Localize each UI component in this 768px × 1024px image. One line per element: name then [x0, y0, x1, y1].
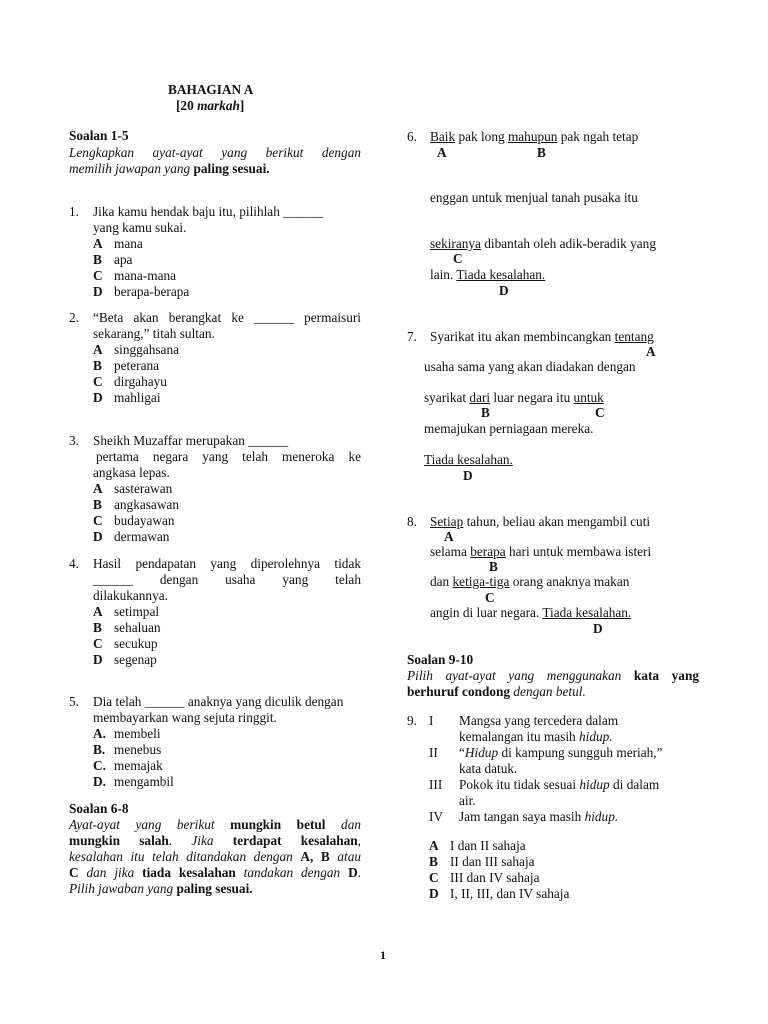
answer-option[interactable]: [93, 358, 361, 374]
question-number: 8.: [407, 514, 417, 529]
question-number: 5.: [69, 694, 79, 709]
error-marker-b: B: [481, 405, 490, 420]
answer-option[interactable]: [93, 236, 361, 252]
question-text: sekarang,” titah sultan.: [93, 326, 215, 341]
option-label: B: [93, 358, 102, 373]
answer-option[interactable]: [93, 342, 361, 358]
section-heading: Soalan 6-8: [69, 801, 129, 816]
answer-option[interactable]: [93, 481, 361, 497]
question-number: 1.: [69, 204, 79, 219]
statement-row: IV Jam tangan saya masih hidup.: [429, 809, 619, 824]
question-4: [69, 556, 361, 668]
section-soalan-9-10: [407, 652, 699, 700]
instruction-line: Ayat-ayat yang berikut mungkin betul dan: [69, 817, 361, 832]
answer-option[interactable]: [93, 284, 361, 300]
question-text: sekiranya dibantah oleh adik-beradik yang: [430, 236, 656, 251]
error-marker-a: A: [646, 344, 656, 359]
option-text: menebus: [114, 742, 162, 757]
section-title: BAHAGIAN A: [168, 82, 254, 97]
question-number: 6.: [407, 129, 417, 144]
option-label: C: [429, 870, 439, 885]
option-label: A: [429, 838, 439, 853]
option-label: B.: [93, 742, 106, 757]
question-text: lain. Tiada kesalahan.: [430, 267, 546, 282]
option-text: I, II, III, dan IV sahaja: [450, 886, 570, 901]
option-text: mahligai: [114, 390, 161, 405]
option-label: B: [93, 252, 102, 267]
option-text: memajak: [114, 758, 163, 773]
question-text: usaha sama yang akan diadakan dengan: [424, 359, 636, 374]
answer-option[interactable]: [93, 390, 361, 406]
roman-numeral: IV: [429, 809, 444, 824]
option-label: A: [93, 604, 103, 619]
question-1: [69, 204, 361, 300]
option-text: budayawan: [114, 513, 175, 528]
error-marker-d: D: [593, 621, 603, 636]
option-text: mana-mana: [114, 268, 177, 283]
option-list: [93, 342, 361, 406]
option-text: berapa-berapa: [114, 284, 190, 299]
instruction-line: berhuruf condong dengan betul.: [407, 684, 586, 699]
answer-option[interactable]: [93, 774, 361, 790]
statement-row: I Mangsa yang tercedera dalam kemalangan itu masih hidup.: [429, 713, 619, 744]
section-heading: Soalan 1-5: [69, 128, 129, 143]
question-text: dilakukannya.: [93, 588, 168, 603]
option-text: dirgahayu: [114, 374, 167, 389]
option-text: mana: [114, 236, 143, 251]
answer-option[interactable]: [429, 838, 699, 854]
instruction-line: kesalahan itu telah ditandakan dengan A, B atau: [69, 849, 361, 864]
option-label: B: [429, 854, 438, 869]
error-marker-a: A: [444, 529, 454, 544]
answer-option[interactable]: [93, 726, 361, 742]
option-label: B: [93, 620, 102, 635]
option-text: II dan III sahaja: [450, 854, 535, 869]
option-text: I dan II sahaja: [450, 838, 526, 853]
question-text: Hasil pendapatan yang diperolehnya tidak: [93, 556, 361, 571]
answer-option[interactable]: [93, 758, 361, 774]
answer-option[interactable]: [93, 497, 361, 513]
answer-option[interactable]: [429, 886, 699, 902]
option-label: D: [93, 390, 103, 405]
option-label: A: [93, 236, 103, 251]
answer-option[interactable]: [93, 529, 361, 545]
option-text: peterana: [114, 358, 160, 373]
error-marker-a: A: [437, 145, 447, 160]
option-list: [93, 481, 361, 545]
question-text: Jika kamu hendak baju itu, pilihlah ______: [93, 204, 324, 219]
question-text: angkasa lepas.: [93, 465, 170, 480]
question-text: Setiap tahun, beliau akan mengambil cuti: [430, 514, 651, 529]
option-label: C: [93, 268, 103, 283]
option-label: C: [93, 513, 103, 528]
question-number: 4.: [69, 556, 79, 571]
error-marker-d: D: [463, 468, 473, 483]
instruction-line: Lengkapkan ayat-ayat yang berikut dengan: [69, 145, 361, 160]
question-5: [69, 694, 361, 790]
answer-option[interactable]: [93, 636, 361, 652]
error-marker-c: C: [595, 405, 605, 420]
option-text: III dan IV sahaja: [450, 870, 540, 885]
instruction-line: mungkin salah. Jika terdapat kesalahan,: [69, 833, 361, 848]
option-label: D: [93, 284, 103, 299]
answer-option[interactable]: [429, 870, 699, 886]
error-marker-b: B: [537, 145, 546, 160]
answer-option[interactable]: [93, 742, 361, 758]
instruction-line: C dan jika tiada kesalahan tandakan dengan D.: [69, 865, 361, 880]
answer-option[interactable]: [93, 374, 361, 390]
question-text: ______ dengan usaha yang telah: [93, 572, 361, 587]
error-marker-c: C: [453, 251, 463, 266]
statement-row: III Pokok itu tidak sesuai hidup di dalam air.: [429, 777, 660, 808]
question-text: pertama negara yang telah meneroka ke: [96, 449, 361, 464]
option-list: [93, 604, 361, 668]
question-text: enggan untuk menjual tanah pusaka itu: [430, 190, 638, 205]
question-number: 7.: [407, 329, 417, 344]
question-text: Baik pak long mahupun pak ngah tetap: [430, 129, 639, 144]
roman-numeral: II: [429, 745, 438, 760]
error-marker-b: B: [489, 559, 498, 574]
option-list: [429, 838, 699, 902]
answer-option[interactable]: [429, 854, 699, 870]
question-text: memajukan perniagaan mereka.: [424, 421, 594, 436]
option-label: C: [93, 636, 103, 651]
option-text: setimpal: [114, 604, 160, 619]
question-text: membayarkan wang sejuta ringgit.: [93, 710, 277, 725]
option-list: [93, 236, 361, 300]
question-text: dan ketiga-tiga orang anaknya makan: [430, 574, 630, 589]
question-text: Syarikat itu akan membincangkan tentang: [430, 329, 654, 344]
option-label: D: [93, 652, 103, 667]
question-text: selama berapa hari untuk membawa isteri: [430, 544, 652, 559]
option-label: C: [93, 374, 103, 389]
answer-option[interactable]: [93, 652, 361, 668]
page-number: 1: [380, 948, 386, 962]
option-label: D.: [93, 774, 106, 789]
answer-option[interactable]: [93, 268, 361, 284]
question-text: Sheikh Muzaffar merupakan ______: [93, 433, 289, 448]
question-number: 3.: [69, 433, 79, 448]
option-text: apa: [114, 252, 133, 267]
option-text: angkasawan: [114, 497, 179, 512]
option-label: A: [93, 342, 103, 357]
option-text: sasterawan: [114, 481, 173, 496]
roman-numeral: III: [429, 777, 443, 792]
question-text: Tiada kesalahan.: [424, 452, 513, 467]
option-label: B: [93, 497, 102, 512]
error-marker-c: C: [485, 590, 495, 605]
option-text: sehaluan: [114, 620, 161, 635]
instruction-line: Pilih ayat-ayat yang menggunakan kata yang: [407, 668, 699, 683]
option-text: mengambil: [114, 774, 174, 789]
option-label: A.: [93, 726, 106, 741]
option-text: membeli: [114, 726, 161, 741]
question-number: 2.: [69, 310, 79, 325]
option-text: segenap: [114, 652, 157, 667]
question-text: angin di luar negara. Tiada kesalahan.: [430, 605, 632, 620]
option-list: [93, 726, 361, 790]
section-soalan-6-8: [69, 801, 361, 897]
question-9: [407, 713, 699, 902]
question-2: [69, 310, 361, 406]
question-number: 9.: [407, 713, 417, 728]
statement-row: II “Hidup di kampung sungguh meriah,” kata datuk.: [429, 745, 663, 776]
option-text: singgahsana: [114, 342, 179, 357]
instruction-line: Pilih jawaban yang paling sesuai.: [69, 881, 253, 896]
option-label: C.: [93, 758, 106, 773]
option-text: dermawan: [114, 529, 170, 544]
question-text: yang kamu sukai.: [93, 220, 187, 235]
section-soalan-1-5: [69, 128, 361, 177]
question-3: [69, 433, 361, 545]
error-marker-d: D: [499, 283, 509, 298]
option-label: D: [93, 529, 103, 544]
option-label: A: [93, 481, 103, 496]
question-text: syarikat dari luar negara itu untuk: [424, 390, 604, 405]
option-text: secukup: [114, 636, 158, 651]
question-text: Dia telah ______ anaknya yang diculik dengan: [93, 694, 344, 709]
answer-option[interactable]: [93, 620, 361, 636]
instruction-line: memilih jawapan yang paling sesuai.: [69, 161, 270, 176]
marks-label: [20 markah]: [176, 98, 245, 113]
question-text: “Beta akan berangkat ke ______ permaisuri: [93, 310, 361, 325]
section-heading: Soalan 9-10: [407, 652, 474, 667]
roman-numeral: I: [429, 713, 434, 728]
answer-option[interactable]: [93, 604, 361, 620]
answer-option[interactable]: [93, 513, 361, 529]
answer-option[interactable]: [93, 252, 361, 268]
option-label: D: [429, 886, 439, 901]
